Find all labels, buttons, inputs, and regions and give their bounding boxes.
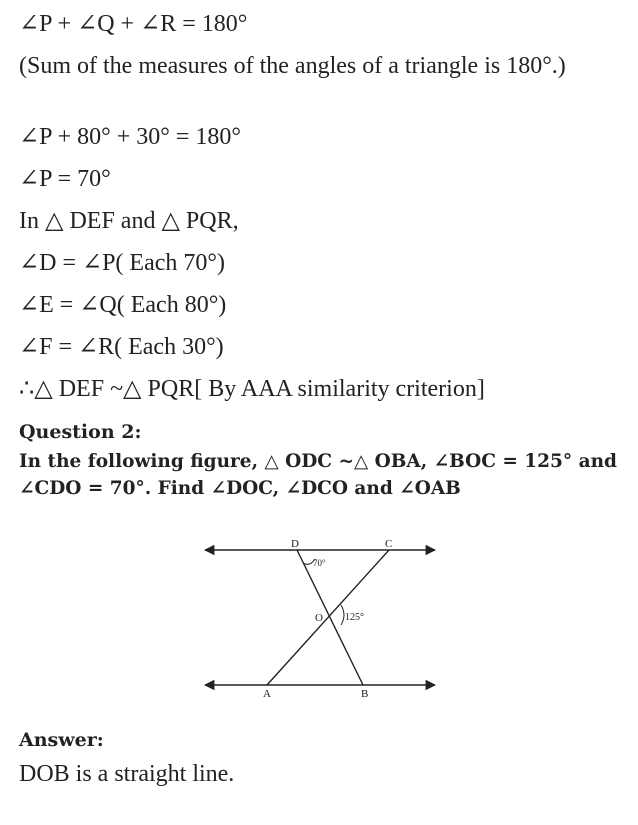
equation-angle-sum: ∠P + ∠Q + ∠R = 180° xyxy=(19,11,248,37)
angle-f-equals-r: ∠F = ∠R( Each 30°) xyxy=(19,334,224,360)
similarity-conclusion: ∴△ DEF ~△ PQR[ By AAA similarity criterion] xyxy=(19,376,485,402)
triangles-statement: In △ DEF and △ PQR, xyxy=(19,208,239,234)
angle-arc-o xyxy=(341,605,344,625)
answer-text: DOB is a straight line. xyxy=(19,761,235,787)
label-a: A xyxy=(263,688,271,700)
angle-sum-reason: (Sum of the measures of the angles of a triangle is 180°.) xyxy=(19,53,566,79)
equation-substitution: ∠P + 80° + 30° = 180° xyxy=(19,124,241,150)
answer-title: Answer: xyxy=(19,729,104,751)
question-text: In the following figure, △ ODC ~△ OBA, ∠BOC = 125° and ∠CDO = 70°. Find ∠DOC, ∠DCO and ∠OAB xyxy=(19,451,617,499)
label-angle-d: 70° xyxy=(313,558,326,568)
label-o: O xyxy=(315,612,323,624)
line-ca xyxy=(267,550,389,685)
label-d: D xyxy=(291,538,299,550)
angle-e-equals-q: ∠E = ∠Q( Each 80°) xyxy=(19,292,227,318)
question-title: Question 2: xyxy=(19,421,142,443)
label-c: C xyxy=(385,538,393,550)
label-b: B xyxy=(361,688,369,700)
angle-d-equals-p: ∠D = ∠P( Each 70°) xyxy=(19,250,225,276)
label-angle-o: 125° xyxy=(345,612,364,623)
geometry-figure xyxy=(195,535,445,705)
equation-result: ∠P = 70° xyxy=(19,166,111,192)
